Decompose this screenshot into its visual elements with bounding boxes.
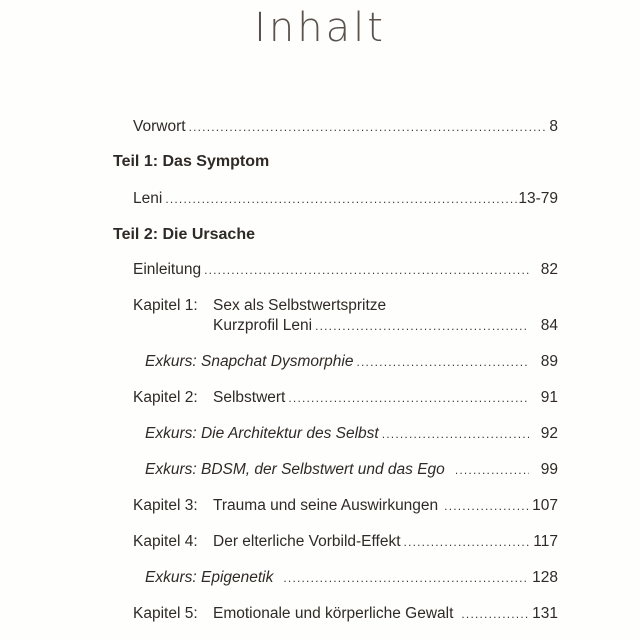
toc-entry-label: Einleitung [133, 261, 202, 278]
toc-part-heading-2 [113, 225, 255, 245]
toc-entry-kapitel-3[interactable] [133, 496, 558, 516]
toc-page-number: 117 [533, 533, 558, 550]
toc-entry-label: Leni [133, 190, 163, 207]
dot-leader [461, 604, 529, 624]
chapter-number: Kapitel 1: [133, 297, 198, 314]
toc-entry-kapitel-5[interactable] [133, 604, 558, 624]
toc-page-number: 91 [540, 389, 558, 406]
toc-entry-kapitel-1-sub[interactable] [213, 316, 558, 336]
toc-entry-label: Sex als Selbstwertspritze [213, 297, 387, 314]
toc-entry-label: Vorwort [133, 118, 186, 135]
toc-entry-leni[interactable] [133, 189, 558, 209]
chapter-number: Kapitel 3: [133, 497, 198, 514]
toc-entry-label [133, 532, 401, 552]
toc-page-number: 92 [540, 425, 558, 442]
toc-entry-label: Exkurs: Epigenetik [145, 569, 274, 586]
toc-part-heading-1 [113, 152, 269, 172]
toc-entry-exkurs-4[interactable] [145, 568, 558, 588]
toc-page-number: 84 [540, 317, 558, 334]
toc-entry-label [133, 496, 438, 516]
dot-leader [283, 568, 529, 588]
chapter-title: Der elterliche Vorbild-Effekt [213, 533, 401, 550]
toc-page-number: 89 [540, 353, 558, 370]
chapter-title: Emotionale und körperliche Gewalt [213, 605, 454, 622]
dot-leader [404, 532, 531, 552]
toc-entry-exkurs-1[interactable] [145, 352, 558, 372]
toc-entry-label: Exkurs: Snapchat Dysmorphie [145, 353, 354, 370]
chapter-number: Kapitel 5: [133, 605, 198, 622]
dot-leader [288, 388, 528, 408]
dot-leader [444, 496, 529, 516]
part-heading-label: Teil 1: Das Symptom [113, 153, 270, 170]
toc-entry-label [133, 604, 453, 624]
toc-entry-label: Exkurs: Die Architektur des Selbst [145, 425, 379, 442]
toc-entry-label: Exkurs: BDSM, der Selbstwert und das Ego [145, 461, 445, 478]
toc-entry-kapitel-4[interactable] [133, 532, 558, 552]
toc-entry-sub-label: Kurzprofil Leni [213, 317, 313, 334]
dot-leader [382, 424, 529, 444]
toc-entry-einleitung[interactable] [133, 260, 558, 280]
dot-leader [315, 316, 529, 336]
chapter-title: Selbstwert [213, 389, 286, 406]
toc-entry-exkurs-3[interactable] [145, 460, 558, 480]
chapter-number: Kapitel 2: [133, 389, 198, 406]
chapter-number: Kapitel 4: [133, 533, 198, 550]
toc-page-number: 128 [532, 569, 558, 586]
part-heading-label: Teil 2: Die Ursache [113, 226, 255, 243]
dot-leader [189, 117, 547, 137]
page-title: Inhalt [254, 5, 386, 51]
toc-entry-exkurs-2[interactable] [145, 424, 558, 444]
toc-entry-kapitel-2[interactable] [133, 388, 558, 408]
dot-leader [455, 460, 529, 480]
dot-leader [165, 189, 517, 209]
toc-entry-label [133, 388, 285, 408]
toc-page-number: 82 [540, 261, 558, 278]
toc-page-number: 8 [549, 118, 558, 135]
toc-page-number: 13-79 [518, 190, 558, 207]
toc-entry-kapitel-1[interactable] [133, 296, 386, 316]
chapter-title: Trauma und seine Auswirkungen [213, 497, 439, 514]
toc-page-number: 131 [532, 605, 558, 622]
toc-page-number: 107 [532, 497, 558, 514]
dot-leader [204, 260, 529, 280]
toc-entry-vorwort[interactable] [133, 117, 558, 137]
dot-leader [356, 352, 528, 372]
toc-page-number: 99 [540, 461, 558, 478]
